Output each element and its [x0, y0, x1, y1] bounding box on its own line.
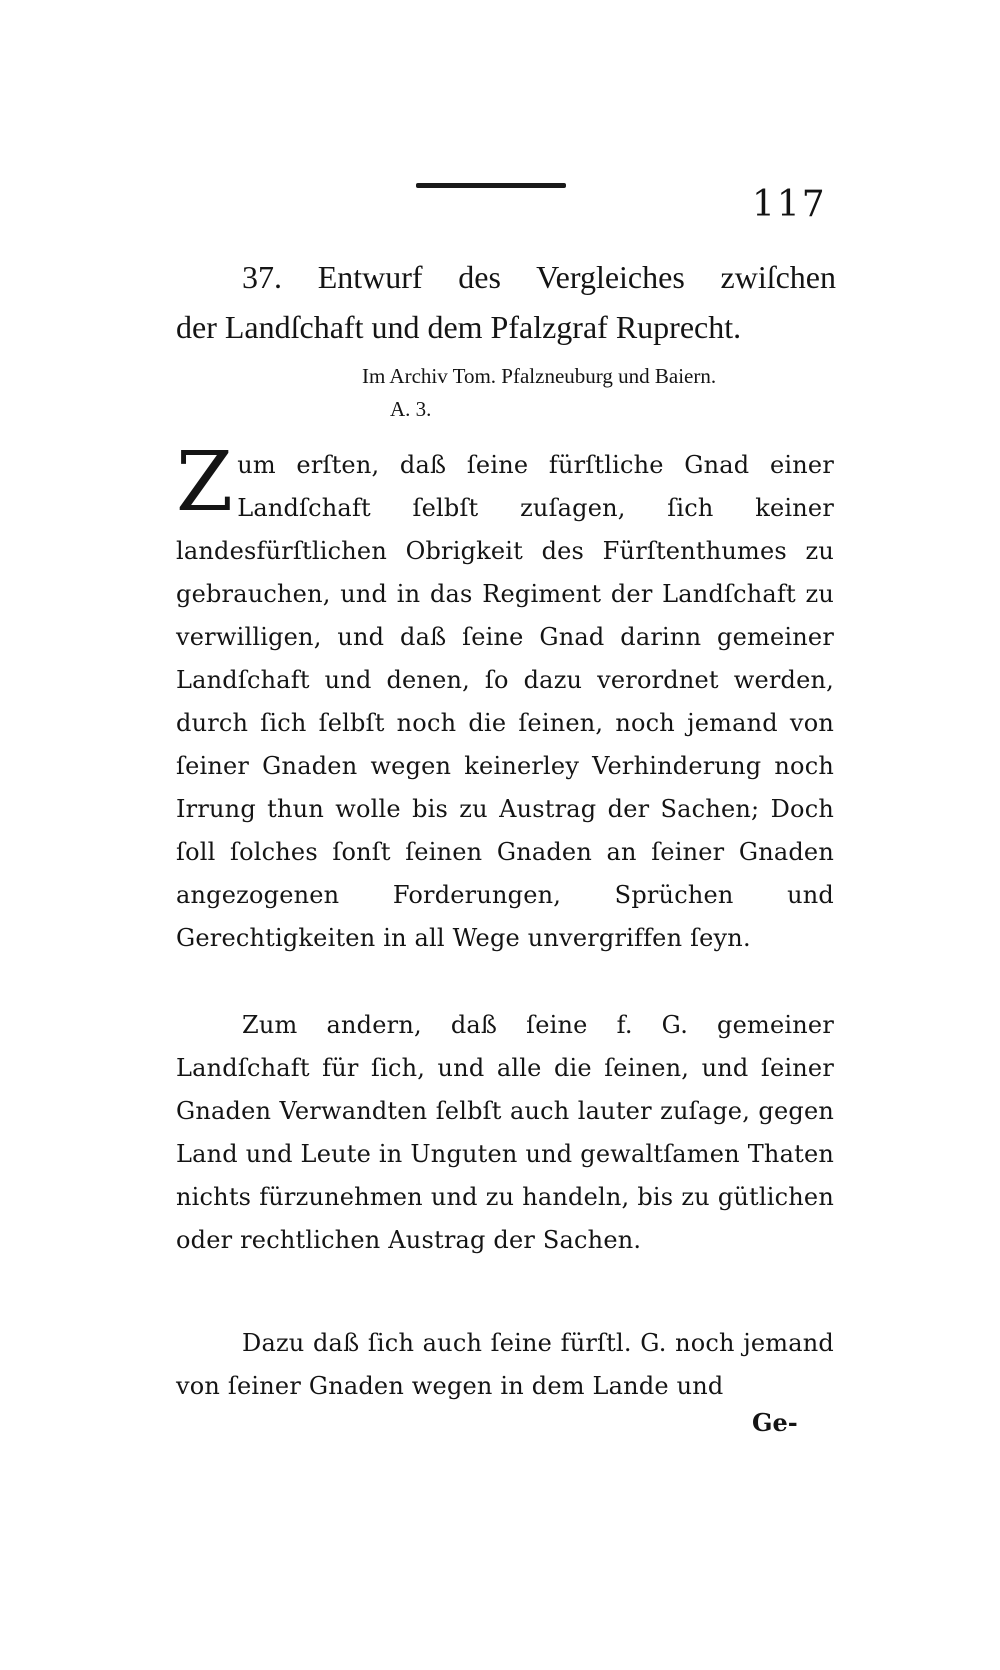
- heading-line-1: 37. Entwurf des Vergleiches zwiſchen: [242, 259, 836, 295]
- drop-cap: Z: [176, 435, 234, 530]
- paragraph-3: Dazu daß ſich auch ſeine fürſtl. G. noch jemand von ſeiner Gnaden wegen in dem Lande und: [176, 1329, 834, 1400]
- header-rule: [416, 183, 566, 188]
- source-line-1: Im Archiv Tom. Pfalzneuburg und Baiern.: [362, 364, 717, 388]
- catchword: Ge-: [752, 1408, 798, 1437]
- page-number: 117: [752, 184, 827, 225]
- paragraph-1: [176, 435, 834, 960]
- heading-line-2: der Landſchaft und dem Pfalzgraf Ruprecht.: [176, 309, 742, 345]
- source-line-2: A. 3.: [390, 397, 432, 421]
- section-heading: [176, 252, 836, 352]
- source-reference: [362, 360, 842, 426]
- paragraph-2: Zum andern, daß ſeine f. G. gemeiner Landſchaft für ſich, und alle die ſeinen, und ſeiner Gnaden Verwandten ſelbſt auch lauter zuſage, gegen Land und Leute in Unguten und gewaltſamen Thaten nichts fürzunehmen und zu handeln, bis zu gütlichen oder rechtlichen Austrag der Sachen.: [176, 1011, 834, 1254]
- paragraph-1-text: um erſten, daß ſeine fürſtliche Gnad einer Landſchaft ſelbſt zuſagen, ſich keiner landesfürſtlichen Obrigkeit des Fürſtenthumes zu gebrauchen, und in das Regiment der Landſchaft zu verwilligen, und daß ſeine Gnad darinn gemeiner Landſchaft und denen, ſo dazu verordnet werden, durch ſich ſelbſt noch die ſeinen, noch jemand von ſeiner Gnaden wegen keinerley Verhinderung noch Irrung thun wolle bis zu Austrag der Sachen; Doch ſoll ſolches ſonſt ſeinen Gnaden an ſeiner Gnaden angezogenen Forderungen, Sprüchen und Gerechtigkeiten in all Wege unvergriffen ſeyn.: [176, 451, 834, 952]
